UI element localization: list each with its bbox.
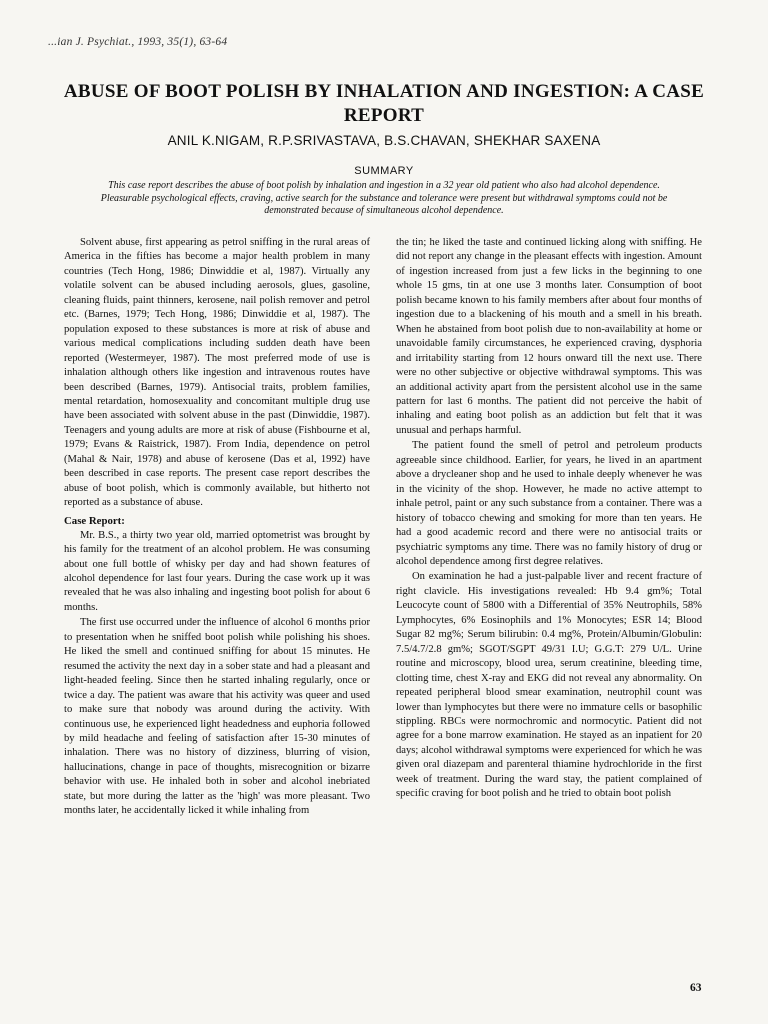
right-column: [396, 236, 702, 802]
case-paragraph-1: Mr. B.S., a thirty two year old, married optometrist was brought by his family for the treatment of an alcohol problem. He was consuming about one full bottle of whisky per day and had shown features of alcohol dependence for last four years. During the case work up it was revealed that he was also inhaling and ingesting boot polish for about 6 months.: [64, 529, 370, 613]
continued-paragraph: the tin; he liked the taste and continued licking along with sniffing. He did not report any change in the pleasant effects with ingestion. Amount of ingestion increased from just a few licks in the beginning to one whole 15 gms, tin at one use 3 months later. Consumption of boot polish became known to his family members after about four months of ingestion due to a blackening of his mouth and a smell in his breath. When he abstained from boot polish due to non-availability at home or unavoidable family circumstances, he experienced craving, dysphoria and irritability starting from 12 hours onward till the next use. There were no other subjective or objective withdrawal symptoms. This was an additional activity apart from the persistent alcohol use in the same pattern for last 6 months. The patient did not perceive the habit of inhaling and eating boot polish as an addiction but felt that it was unusual and perhaps harmful.: [396, 237, 702, 436]
article-authors: ANIL K.NIGAM, R.P.SRIVASTAVA, B.S.CHAVAN, SHEKHAR SAXENA: [167, 133, 601, 148]
case-paragraph-2: The first use occurred under the influence of alcohol 6 months prior to presentation when he sniffed boot polish while polishing his shoes. He liked the smell and continued sniffing for about 15 minutes. He resumed the activity the next day in a sober state and had a pleasant and light-headed feeling. Since then he started inhaling regularly, once or twice a day. The patient was aware that his activity was queer and used to make sure that nobody was around during the activity. With continuous use, he experienced light headedness and euphoria followed by mild headache and feeling of satisfaction after 15-30 minutes of inhalation. There was no history of dizziness, blurring of vision, hallucinations, change in pace of thoughts, misrecognition or bizarre behavior with use. He inhaled both in sober and alcohol inebriated state, but more during the latter as the 'high' was more pleasant. Two months later, he accidentally licked it while inhaling from: [64, 617, 370, 817]
summary-text: This case report describes the abuse of boot polish by inhalation and ingestion in a 32 year old patient who also had alcohol dependence. Pleasurable psychological effects, craving, active search for the substance and tolerance were present but withdrawal symptoms could not be demonstrated because of simultaneous alcohol dependence.: [100, 180, 668, 216]
journal-reference: ...ian J. Psychiat., 1993, 35(1), 63-64: [48, 36, 228, 48]
history-paragraph: The patient found the smell of petrol and petroleum products agreeable since childhood. Earlier, for years, he lived in an apartment above a drycleaner shop and he used to inhale deeply whenever he was in the vicinity of the shop. However, he made no active attempt to inhale petrol, paint or any such substance from a container. There was a history of tobacco chewing and smoking for more than ten years. He had a good academic record and there were no antisocial traits or psychiatric symptoms any time. There was no family history of drug or alcohol dependence among first degree relatives.: [396, 440, 702, 567]
article-title: ABUSE OF BOOT POLISH BY INHALATION AND INGESTION: A CASE REPORT: [63, 81, 705, 126]
summary-heading: SUMMARY: [354, 165, 414, 177]
case-report-heading: Case Report:: [64, 514, 125, 527]
examination-paragraph: On examination he had a just-palpable liver and recent fracture of right clavicle. His investigations revealed: Hb 9.4 gm%; Total Leucocyte count of 5800 with a Differential of 35% Neutrophils, 58% Lymphocytes, 6% Eosinophils and 1% Monocytes; ESR 14; Blood Sugar 82 mg%; Serum bilirubin: 0.4 mg%, Protein/Albumin/Globulin: 7.5/4.7/2.8 gm%; SGOT/SGPT 49/31 I.U; G.G.T: 279 U/L. Urine routine and microscopy, blood urea, serum creatinine, bleeding time, clotting time, chest X-ray and EKG did not reveal any abnormality. On repeated peripheral blood smear examination, neutrophil count was lower than lymphocytes but there were no immature cells or basophilic stippling. RBCs were normochromic and normocytic. Patient did not agree for a bone marrow examination. He stayed as an inpatient for 20 days; alcohol withdrawal symptoms were experienced for which he was given oral diazepam and parenteral thiamine hydrochloride in the first week of treatment. During the ward stay, the patient complained of specific craving for boot polish and he tried to obtain boot polish: [396, 571, 702, 800]
page-number: 63: [690, 982, 702, 994]
intro-paragraph: Solvent abuse, first appearing as petrol sniffing in the rural areas of America in the fifties has become a major health problem in many countries (Tech Hong, 1986; Dinwiddie et al, 1987). Virtually any volatile solvent can be abused including aerosols, glues, gasoline, cleaning fluids, paint thinners, kerosene, nail polish remover and petrol etc. (Barnes, 1979; Tech Hong, 1986; Dinwiddie et al, 1987). The population exposed to these substances is more at risk of abuse and various medical complications including sudden death have been reported (Westermeyer, 1987). The most preferred mode of use is inhalation although others like ingestion and intravenous routes have been described (Barnes, 1979). Antisocial traits, problem families, mental retardation, homosexuality and concomitant multiple drug use have been associated with solvent abuse in the past (Dinwiddie, 1987). Teenagers and young adults are more at risk of abuse (Fishbourne et al, 1979; Evans & Raistrick, 1987). From India, dependence on petrol (Mahal & Nair, 1978) and abuse of kerosene (Das et al, 1992) have been described in case reports. The present case report describes the abuse of boot polish, which is commonly available, but hitherto not reported as a substance of abuse.: [64, 237, 370, 509]
left-column: [64, 236, 370, 819]
